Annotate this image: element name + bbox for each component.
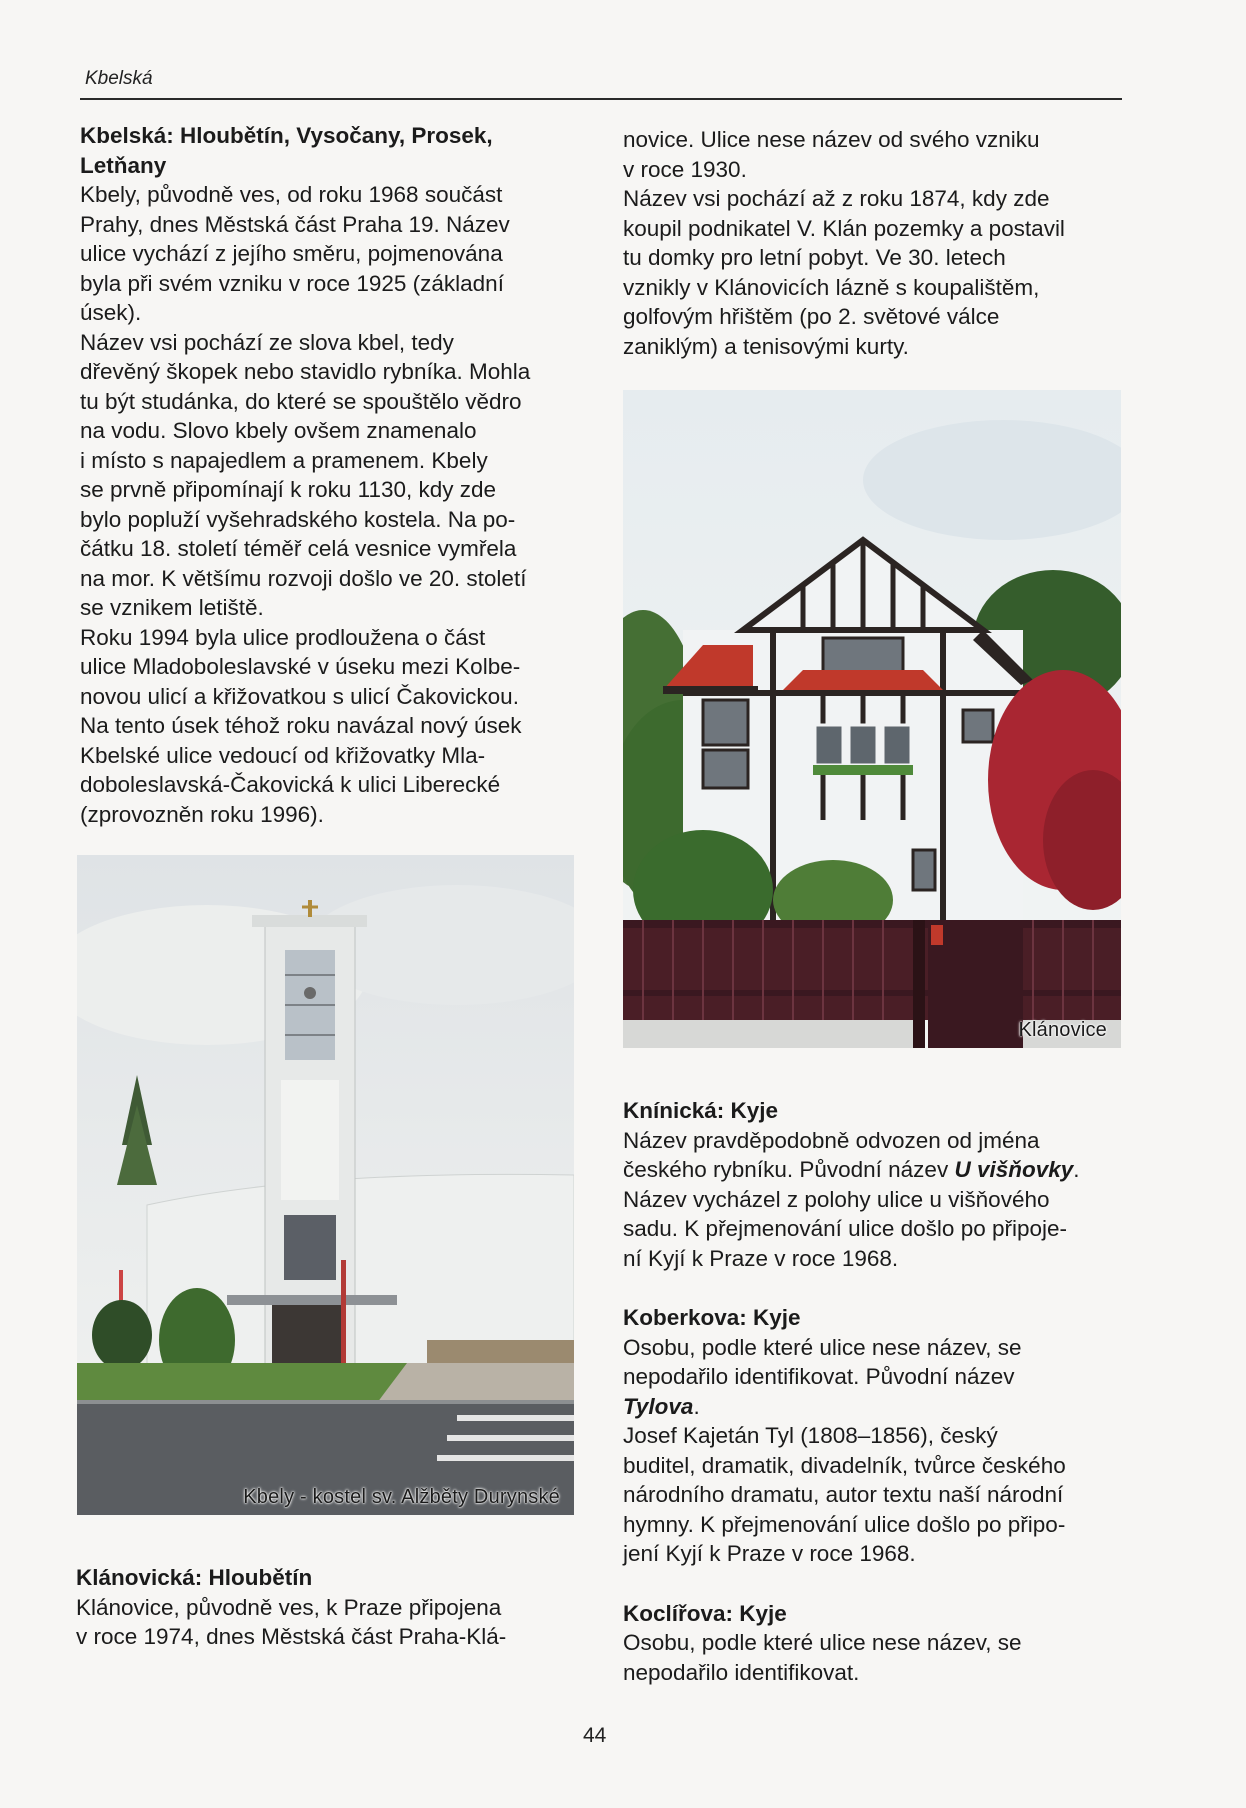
entry-title-kninicka: Knínická: Kyje [623, 1098, 779, 1123]
photo-kbely-caption: Kbely - kostel sv. Alžběty Durynské [243, 1486, 560, 1508]
right-column-lower [623, 1096, 1123, 1687]
photo-kbely-church [77, 855, 574, 1515]
kbelska-paragraph-3: Roku 1994 byla ulice prodloužena o část ulice Mladoboleslavské v úseku mezi Kolbe- novou ulicí a křižovatkou s ulicí Čakovickou. Na tento úsek téhož roku navázal nový úsek Kbelské ulice vedoucí od křižovatky Mla- doboleslavská-Čakovická k ulici Liberecké (zprovozněn roku 1996). [80, 624, 522, 827]
koberkova-text-before: Osobu, podle které ulice nese název, se nepodařilo identifikovat. Původní název [623, 1334, 1022, 1389]
koberkova-paragraph-2: Josef Kajetán Tyl (1808–1856), český buditel, dramatik, divadelník, tvůrce českého národního dramatu, autor textu naší národní hymny. K přejmenování ulice došlo po připo- jení Kyjí k Praze v roce 1968. [623, 1423, 1066, 1566]
kninicka-text-after: . Název vycházel z polohy ulice u višňového sadu. K přejmenování ulice došlo po připoje- ní Kyjí k Praze v roce 1968. [623, 1157, 1080, 1271]
koclirova-paragraph: Osobu, podle které ulice nese název, se nepodařilo identifikovat. [623, 1630, 1022, 1685]
running-head: Kbelská [85, 68, 153, 89]
klanovicka-paragraph-1: Klánovice, původně ves, k Praze připojena v roce 1974, dnes Městská část Praha-Klá- [76, 1594, 507, 1649]
header-rule [80, 98, 1122, 100]
koberkova-paragraph-1 [623, 1333, 1123, 1422]
kninicka-paragraph [623, 1126, 1123, 1274]
photo-klanovice-house [623, 390, 1121, 1048]
kninicka-old-name: U višňovky [954, 1157, 1074, 1182]
left-column [80, 121, 580, 829]
church-illustration [77, 855, 574, 1515]
kbelska-paragraph-2: Název vsi pochází ze slova kbel, tedy dřevěný škopek nebo stavidlo rybníka. Mohla tu být studánka, do které se spouštělo vědro na vodu. Slovo kbely ovšem znamenalo i místo s napajedlem a pramenem. Kbely se prvně připomínají k roku 1130, kdy zde bylo popluží vyšehradského kostela. Na po- čátku 18. století téměř celá vesnice vymřela na mor. K většímu rozvoji došlo ve 20. století se vznikem letiště. [80, 329, 531, 620]
klanovicka-paragraph-2: novice. Ulice nese název od svého vzniku v roce 1930. [623, 127, 1040, 182]
klanovicka-continuation [623, 125, 1123, 361]
entry-title-koclirova: Koclířova: Kyje [623, 1600, 787, 1626]
kninicka-text-before: Název pravděpodobně odvozen od jména českého rybníku. Původní název [623, 1127, 1040, 1182]
page-number: 44 [583, 1724, 607, 1747]
entry-title-kbelska: Kbelská: Hloubětín, Vysočany, Prosek, Letňany [80, 123, 493, 178]
entry-klanovicka [76, 1563, 576, 1652]
house-illustration [623, 390, 1121, 1048]
klanovicka-paragraph-3: Název vsi pochází až z roku 1874, kdy zde koupil podnikatel V. Klán pozemky a postavil tu domky pro letní pobyt. Ve 30. letech vznikly v Klánovicích lázně s koupalištěm, golfovým hřištěm (po 2. světové válce zaniklým) a tenisovými kurty. [623, 186, 1065, 359]
entry-title-klanovicka: Klánovická: Hloubětín [76, 1565, 313, 1590]
entry-title-koberkova: Koberkova: Kyje [623, 1305, 801, 1330]
koberkova-old-name: Tylova [623, 1393, 694, 1419]
photo-klanovice-caption: Klánovice [1018, 1019, 1107, 1041]
kbelska-paragraph-1: Kbely, původně ves, od roku 1968 součást Prahy, dnes Městská část Praha 19. Název ulice vychází z jejího směru, pojmenována byla při svém vzniku v roce 1925 (základní úsek). [80, 182, 510, 325]
koberkova-text-after: . [693, 1393, 700, 1419]
